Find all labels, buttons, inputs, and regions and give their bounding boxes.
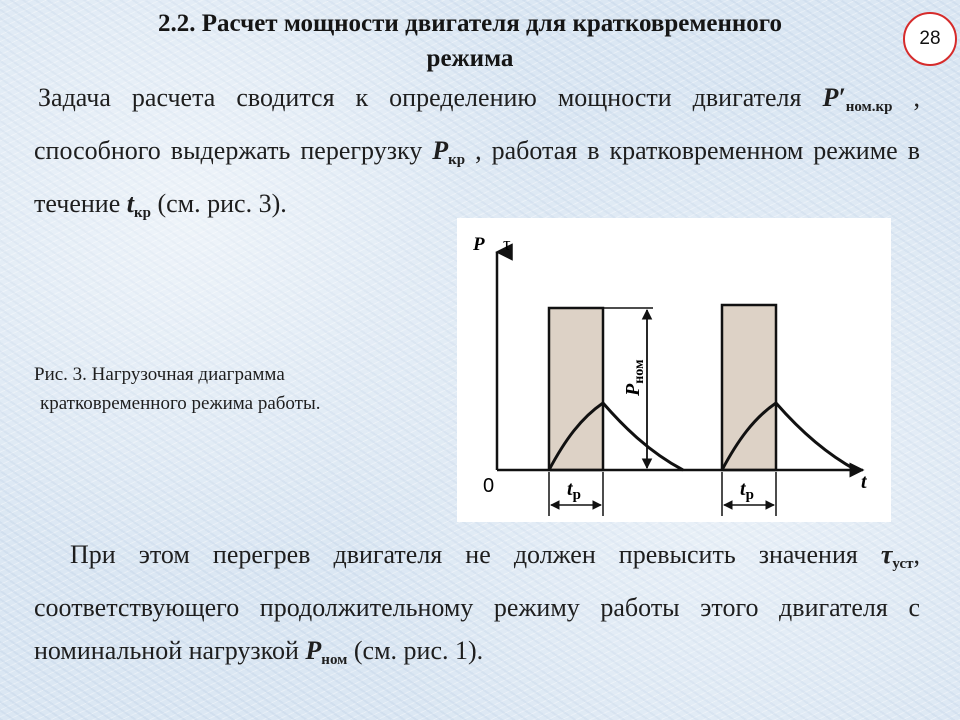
p-nom-label-main: P: [622, 383, 644, 396]
page-number-badge: 28: [903, 12, 957, 66]
tp-label-1-main: t: [567, 478, 573, 500]
p-nom-subscript: ном: [321, 652, 348, 668]
title-line-2: режима: [426, 45, 514, 72]
p-nom-kr-symbol: P′: [822, 83, 846, 112]
conclusion-text-3: (см. рис. 1).: [347, 636, 484, 665]
origin-label: 0: [483, 475, 495, 497]
pulse-1: [549, 308, 603, 470]
tau-ust-symbol: τ: [880, 540, 893, 569]
tp-label-1-sub: р: [572, 487, 581, 503]
load-diagram: [457, 218, 891, 522]
tp-label-2-main: t: [740, 478, 746, 500]
x-axis-label-t: t: [861, 471, 867, 493]
conclusion-text-2: , соответствующего продолжительному режиму работы этого двигателя с номинальной нагрузкой: [34, 540, 920, 665]
intro-text-3: , работая в кратковременном режиме в течение: [34, 136, 920, 218]
intro-paragraph: [34, 76, 920, 235]
conclusion-paragraph: [34, 533, 920, 682]
tau-ust-subscript: уст: [892, 556, 914, 572]
caption-line-1: Рис. 3. Нагрузочная диаграмма: [34, 364, 285, 385]
y-axis-label-tau: τ: [503, 234, 511, 255]
p-kr-subscript: кр: [448, 152, 466, 168]
load-diagram-svg: [457, 218, 891, 522]
y-axis-label-p: P: [473, 234, 485, 255]
p-kr-symbol: P: [432, 136, 449, 165]
p-nom-label: [622, 359, 647, 397]
p-nom-kr-subscript: ном.кр: [845, 99, 893, 115]
title-line-1: 2.2. Расчет мощности двигателя для кратковременного: [157, 10, 783, 37]
tp-label-2-sub: р: [745, 487, 754, 503]
p-nom-label-sub: ном: [632, 359, 647, 384]
intro-text-4: (см. рис. 3).: [150, 189, 287, 218]
cooling-curve-2: [776, 403, 856, 470]
tp-label-2: [740, 478, 754, 503]
conclusion-text-1: При этом перегрев двигателя не должен превысить значения: [70, 540, 881, 569]
pulse-2: [722, 305, 776, 470]
slide-title: [60, 6, 880, 76]
cooling-curve-1: [603, 403, 683, 470]
tp-label-1: [567, 478, 581, 503]
t-kr-subscript: кр: [133, 205, 151, 221]
intro-text-1: Задача расчета сводится к определению мощности двигателя: [38, 83, 823, 112]
caption-line-2: кратковременного режима работы.: [40, 393, 321, 414]
p-nom-symbol: P: [305, 636, 322, 665]
intro-text-2: , способного выдержать перегрузку: [34, 83, 921, 165]
figure-caption: [34, 360, 454, 418]
t-kr-symbol: t: [126, 189, 134, 218]
